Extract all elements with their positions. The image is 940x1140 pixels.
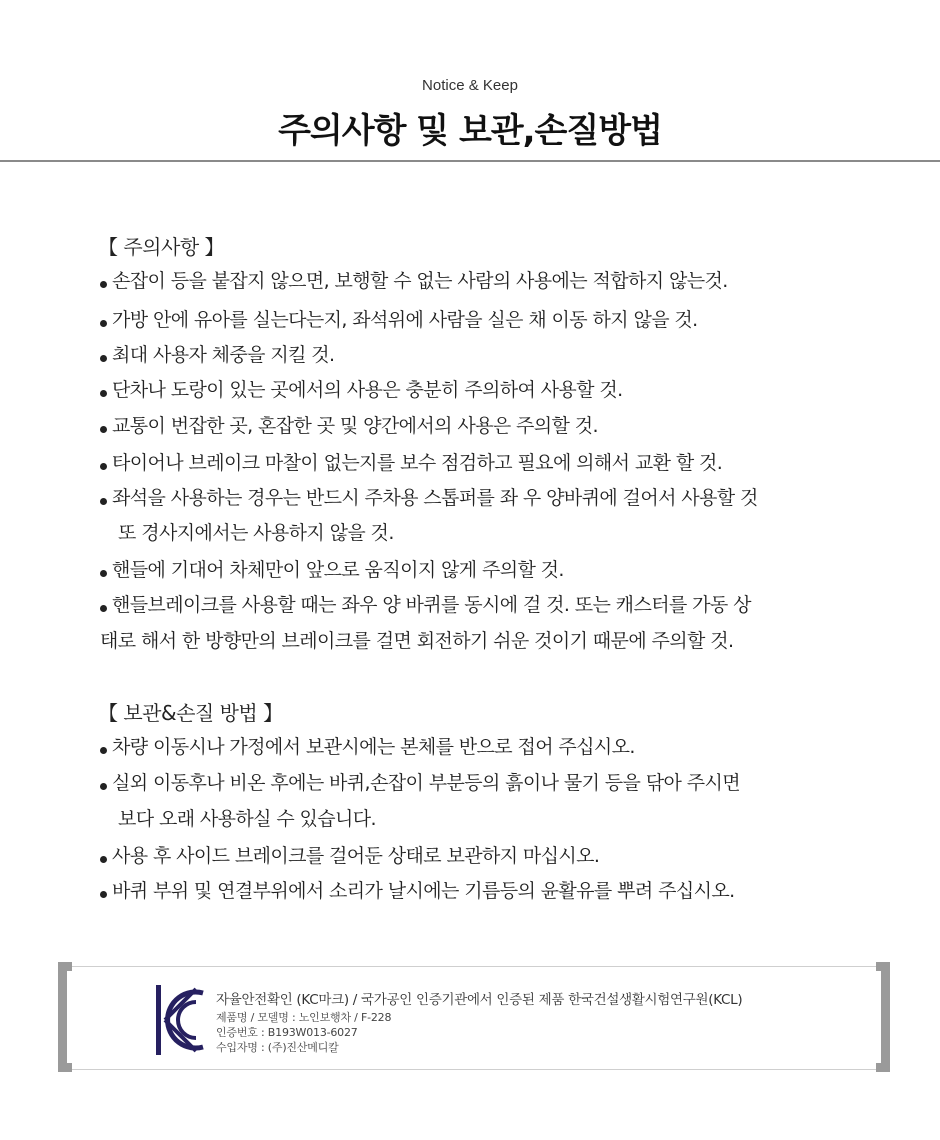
caution-item: 최대 사용자 체중을 지킬 것.: [100, 342, 335, 368]
caution-item-continued: 태로 해서 한 방향만의 브레이크를 걸면 회전하기 쉬운 것이기 때문에 주의할 것.: [100, 630, 734, 652]
left-bracket: [58, 962, 72, 1072]
bullet-dot: [100, 426, 107, 433]
bullet-dot: [100, 463, 107, 470]
cert-product: 제품명 / 모델명 : 노인보행차 / F-228: [216, 1011, 392, 1024]
page-title: 주의사항 및 보관,손질방법: [278, 111, 662, 151]
bullet-dot: [100, 498, 107, 505]
storage-item-continued: 보다 오래 사용하실 수 있습니다.: [118, 808, 377, 830]
bullet-dot: [100, 747, 107, 754]
caution-item: 가방 안에 유아를 실는다는지, 좌석위에 사람을 실은 채 이동 하지 않을 것.: [100, 307, 698, 333]
cert-statement: 자율안전확인 (KC마크) / 국가공인 인증기관에서 인증된 제품 한국건설생활시험연구원(KCL): [216, 992, 743, 1008]
bullet-dot: [100, 856, 107, 863]
right-bracket: [876, 962, 890, 1072]
storage-item: 바퀴 부위 및 연결부위에서 소리가 날시에는 기름등의 윤활유를 뿌려 주십시오.: [100, 878, 735, 904]
bullet-dot: [100, 281, 107, 288]
caution-item: 핸들에 기대어 차체만이 앞으로 움직이지 않게 주의할 것.: [100, 557, 564, 583]
cert-number: 인증번호 : B193W013-6027: [216, 1026, 358, 1039]
certification-box: [58, 966, 890, 1074]
storage-item: 사용 후 사이드 브레이크를 걸어둔 상태로 보관하지 마십시오.: [100, 843, 599, 869]
caution-item: 단차나 도랑이 있는 곳에서의 사용은 충분히 주의하여 사용할 것.: [100, 377, 623, 403]
bullet-dot: [100, 605, 107, 612]
bullet-dot: [100, 320, 107, 327]
cert-importer: 수입자명 : (주)진산메디칼: [216, 1041, 339, 1054]
caution-item-continued: 또 경사지에서는 사용하지 않을 것.: [118, 522, 394, 544]
caution-item: 타이어나 브레이크 마찰이 없는지를 보수 점검하고 필요에 의해서 교환 할 것.: [100, 450, 722, 476]
bullet-dot: [100, 570, 107, 577]
bullet-dot: [100, 390, 107, 397]
bullet-dot: [100, 783, 107, 790]
notice-eyebrow: Notice & Keep: [422, 77, 518, 94]
caution-item: 손잡이 등을 붙잡지 않으면, 보행할 수 없는 사람의 사용에는 적합하지 않는것.: [100, 268, 728, 294]
caution-item: 좌석을 사용하는 경우는 반드시 주차용 스톱퍼를 좌 우 양바퀴에 걸어서 사용할 것: [100, 485, 758, 511]
title-divider: [0, 160, 940, 162]
caution-item: 교통이 번잡한 곳, 혼잡한 곳 및 양간에서의 사용은 주의할 것.: [100, 413, 598, 439]
caution-item: 핸들브레이크를 사용할 때는 좌우 양 바퀴를 동시에 걸 것. 또는 캐스터를 가동 상: [100, 592, 751, 618]
bullet-dot: [100, 891, 107, 898]
bullet-dot: [100, 355, 107, 362]
storage-item: 차량 이동시나 가정에서 보관시에는 본체를 반으로 접어 주십시오.: [100, 734, 635, 760]
storage-item: 실외 이동후나 비온 후에는 바퀴,손잡이 부분등의 흙이나 물기 등을 닦아 주시면: [100, 770, 740, 796]
kc-mark-icon: [156, 985, 208, 1055]
storage-heading: 【 보관&손질 방법 】: [98, 701, 283, 725]
caution-heading: 【 주의사항 】: [98, 235, 224, 259]
